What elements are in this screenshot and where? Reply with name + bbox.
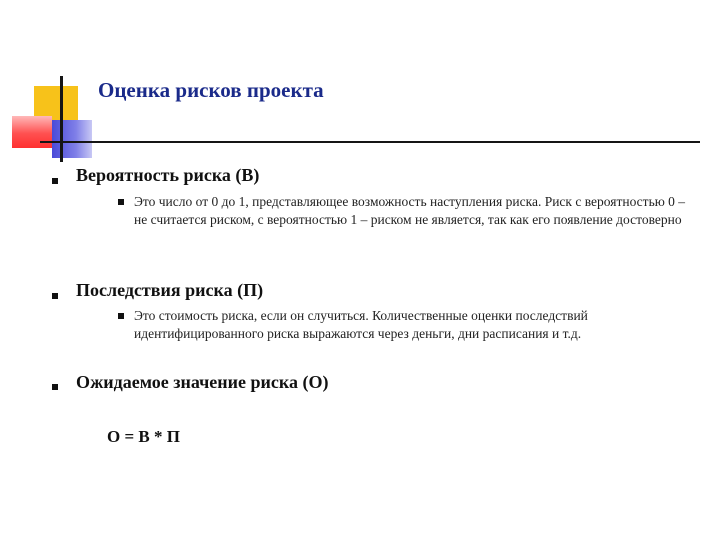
heading-expected-risk-value: Ожидаемое значение риска (О) (76, 372, 329, 392)
decor-vertical-line (60, 76, 63, 162)
decor-blue-square (52, 120, 92, 158)
detail-risk-probability: Это число от 0 до 1, представляющее возможность наступления риска. Риск с вероятностью 0 – не считается риском, с вероятностью 1 – риском не является, так как его появление достоверно (134, 194, 686, 227)
heading-risk-probability: Вероятность риска (В) (76, 165, 260, 185)
decor-red-square (12, 116, 52, 148)
sub-bullet-square-icon (118, 313, 124, 319)
bullet-square-icon (52, 178, 58, 184)
bullet-square-icon (52, 384, 58, 390)
heading-risk-consequences: Последствия риска (П) (76, 280, 264, 300)
sub-bullet-square-icon (118, 199, 124, 205)
detail-risk-consequences: Это стоимость риска, если он случиться. Количественные оценки последствий идентифицированного риска выражаются через деньги, дни расписания и т.д. (134, 308, 588, 341)
bullet-square-icon (52, 293, 58, 299)
risk-formula: О = В * П (107, 427, 180, 446)
title-underline (40, 141, 700, 143)
slide-title: Оценка рисков проекта (98, 78, 324, 102)
